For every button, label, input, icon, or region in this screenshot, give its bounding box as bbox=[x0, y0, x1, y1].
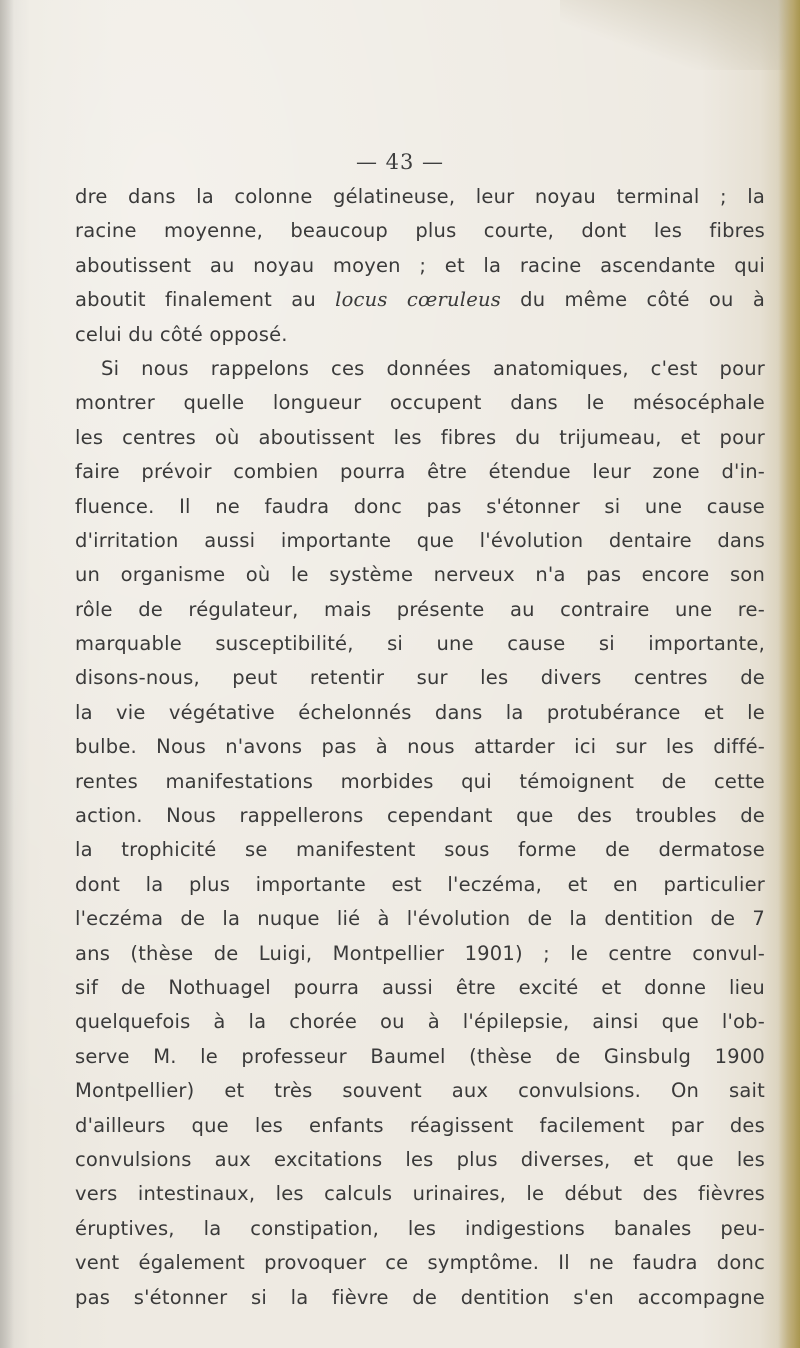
text-line: fluence. Il ne faudra donc pas s'étonner si une cause bbox=[75, 494, 765, 518]
body-text bbox=[75, 180, 765, 1315]
text-line: action. Nous rappellerons cependant que des troubles de bbox=[75, 804, 765, 828]
text-line: bulbe. Nous n'avons pas à nous attarder ici sur les diffé- bbox=[75, 735, 765, 759]
text-line: vers intestinaux, les calculs urinaires, le début des fièvres bbox=[75, 1182, 765, 1206]
italic-term: locus cœruleus bbox=[335, 288, 501, 312]
text-line: serve M. le professeur Baumel (thèse de Ginsbulg 1900 bbox=[75, 1044, 765, 1068]
text-line: ans (thèse de Luigi, Montpellier 1901) ; le centre convul- bbox=[75, 941, 765, 965]
page-number: — 43 — bbox=[355, 150, 445, 174]
text-line: dre dans la colonne gélatineuse, leur noyau terminal ; la bbox=[75, 185, 765, 208]
text-line: disons-nous, peut retentir sur les divers centres de bbox=[75, 666, 765, 690]
text-line: montrer quelle longueur occupent dans le mésocéphale bbox=[75, 391, 765, 415]
text-line: celui du côté opposé. bbox=[75, 322, 288, 346]
text-run: du même côté ou à bbox=[500, 288, 765, 312]
text-line: d'ailleurs que les enfants réagissent facilement par des bbox=[75, 1113, 765, 1137]
text-line: aboutissent au noyau moyen ; et la racine ascendante qui bbox=[75, 253, 765, 277]
paragraph-start-line: Si nous rappelons ces données anatomiques, c'est pour bbox=[101, 356, 765, 380]
text-line: faire prévoir combien pourra être étendue leur zone d'in- bbox=[75, 460, 765, 484]
page-edge bbox=[778, 0, 800, 1348]
text-line: rôle de régulateur, mais présente au contraire une re- bbox=[75, 597, 765, 621]
text-line: quelquefois à la chorée ou à l'épilepsie, ainsi que l'ob- bbox=[75, 1010, 765, 1034]
text-line bbox=[75, 283, 765, 317]
text-line: la trophicité se manifestent sous forme de dermatose bbox=[75, 838, 765, 862]
text-line: racine moyenne, beaucoup plus courte, dont les fibres bbox=[75, 219, 765, 243]
text-line: vent également provoquer ce symptôme. Il ne faudra donc bbox=[75, 1251, 765, 1275]
text-line: d'irritation aussi importante que l'évolution dentaire dans bbox=[75, 528, 765, 552]
text-line: la vie végétative échelonnés dans la protubérance et le bbox=[75, 700, 765, 724]
text-line: sif de Nothuagel pourra aussi être excité et donne lieu bbox=[75, 975, 765, 999]
text-line: dont la plus importante est l'eczéma, et en particulier bbox=[75, 872, 765, 896]
binding-shadow bbox=[0, 0, 14, 1348]
text-line: Montpellier) et très souvent aux convulsions. On sait bbox=[75, 1079, 765, 1103]
text-line: rentes manifestations morbides qui témoignent de cette bbox=[75, 769, 765, 793]
text-line: marquable susceptibilité, si une cause si importante, bbox=[75, 632, 765, 656]
paper-fold-shadow bbox=[560, 0, 800, 70]
text-line: pas s'étonner si la fièvre de dentition s'en accompagne bbox=[75, 1285, 765, 1309]
text-line: un organisme où le système nerveux n'a pas encore son bbox=[75, 563, 765, 587]
text-line: convulsions aux excitations les plus diverses, et que les bbox=[75, 1147, 765, 1171]
text-line: les centres où aboutissent les fibres du trijumeau, et pour bbox=[75, 425, 765, 449]
text-line: l'eczéma de la nuque lié à l'évolution de la dentition de 7 bbox=[75, 907, 765, 931]
text-run: aboutit finalement au bbox=[75, 288, 336, 312]
text-line: éruptives, la constipation, les indigestions banales peu- bbox=[75, 1216, 765, 1240]
